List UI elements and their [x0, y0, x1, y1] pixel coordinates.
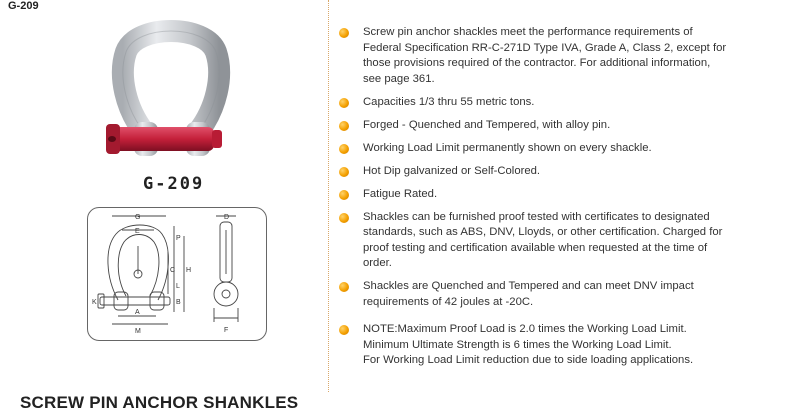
feature-list: [336, 25, 756, 376]
bullet-icon: [339, 282, 349, 292]
list-item: [336, 118, 756, 134]
list-item: [336, 164, 756, 180]
dim-label-h: H: [186, 267, 192, 274]
dim-label-f: F: [224, 327, 229, 334]
list-item-text: Hot Dip galvanized or Self-Colored.: [363, 164, 541, 177]
bullet-icon: [339, 167, 349, 177]
dim-label-m: M: [135, 328, 141, 335]
list-item-text: NOTE:Maximum Proof Load is 2.0 times the Working Load Limit. Minimum Ultimate Strength is 6 times the Working Load Limit. For Working Load Limit reduction due to side loading applications.: [363, 323, 694, 366]
list-item: [336, 141, 756, 157]
list-item-text: Fatigue Rated.: [363, 187, 438, 200]
list-item-text: Shackles can be furnished proof tested with certificates to designated standards, such as ABS, DNV, Lloyds, or other certification. Charged for proof testing and certification available when requested at the time of order.: [363, 210, 723, 269]
dim-label-g: G: [135, 214, 141, 221]
bullet-icon: [339, 98, 349, 108]
bullet-icon: [339, 325, 349, 335]
page-title: SCREW PIN ANCHOR SHANKLES: [20, 393, 299, 412]
shackle-photo: [96, 14, 246, 169]
dim-label-d: D: [224, 214, 230, 221]
bullet-icon: [339, 144, 349, 154]
dim-label-p: P: [176, 235, 181, 242]
list-item: [336, 25, 756, 87]
dim-label-l: L: [176, 283, 180, 290]
list-item: [336, 187, 756, 203]
column-divider: [328, 0, 329, 392]
list-item: [336, 279, 756, 310]
list-item-text: Working Load Limit permanently shown on every shackle.: [363, 141, 652, 154]
dim-label-a: A: [135, 309, 140, 316]
product-code: G-209: [8, 0, 39, 12]
bullet-icon: [339, 190, 349, 200]
bullet-icon: [339, 28, 349, 38]
dim-label-e: E: [135, 228, 140, 235]
dimension-diagram: [87, 207, 267, 341]
bullet-icon: [339, 121, 349, 131]
list-item-text: Capacities 1/3 thru 55 metric tons.: [363, 95, 535, 108]
list-item: [336, 210, 756, 272]
photo-caption: G-209: [143, 174, 205, 194]
list-item: [336, 322, 756, 369]
bullet-icon: [339, 213, 349, 223]
list-item: [336, 95, 756, 111]
dim-label-b: B: [176, 299, 181, 306]
list-item-text: Forged - Quenched and Tempered, with alloy pin.: [363, 118, 611, 131]
list-item-text: Shackles are Quenched and Tempered and can meet DNV impact requirements of 42 joules at -20C.: [363, 280, 694, 308]
dim-label-c: C: [170, 267, 176, 274]
dim-label-k: K: [92, 299, 97, 306]
list-item-text: Screw pin anchor shackles meet the performance requirements of Federal Specification RR-C-271D Type IVA, Grade A, Class 2, except for those provisions required of the contractor. For additional information, see page 361.: [363, 26, 727, 85]
